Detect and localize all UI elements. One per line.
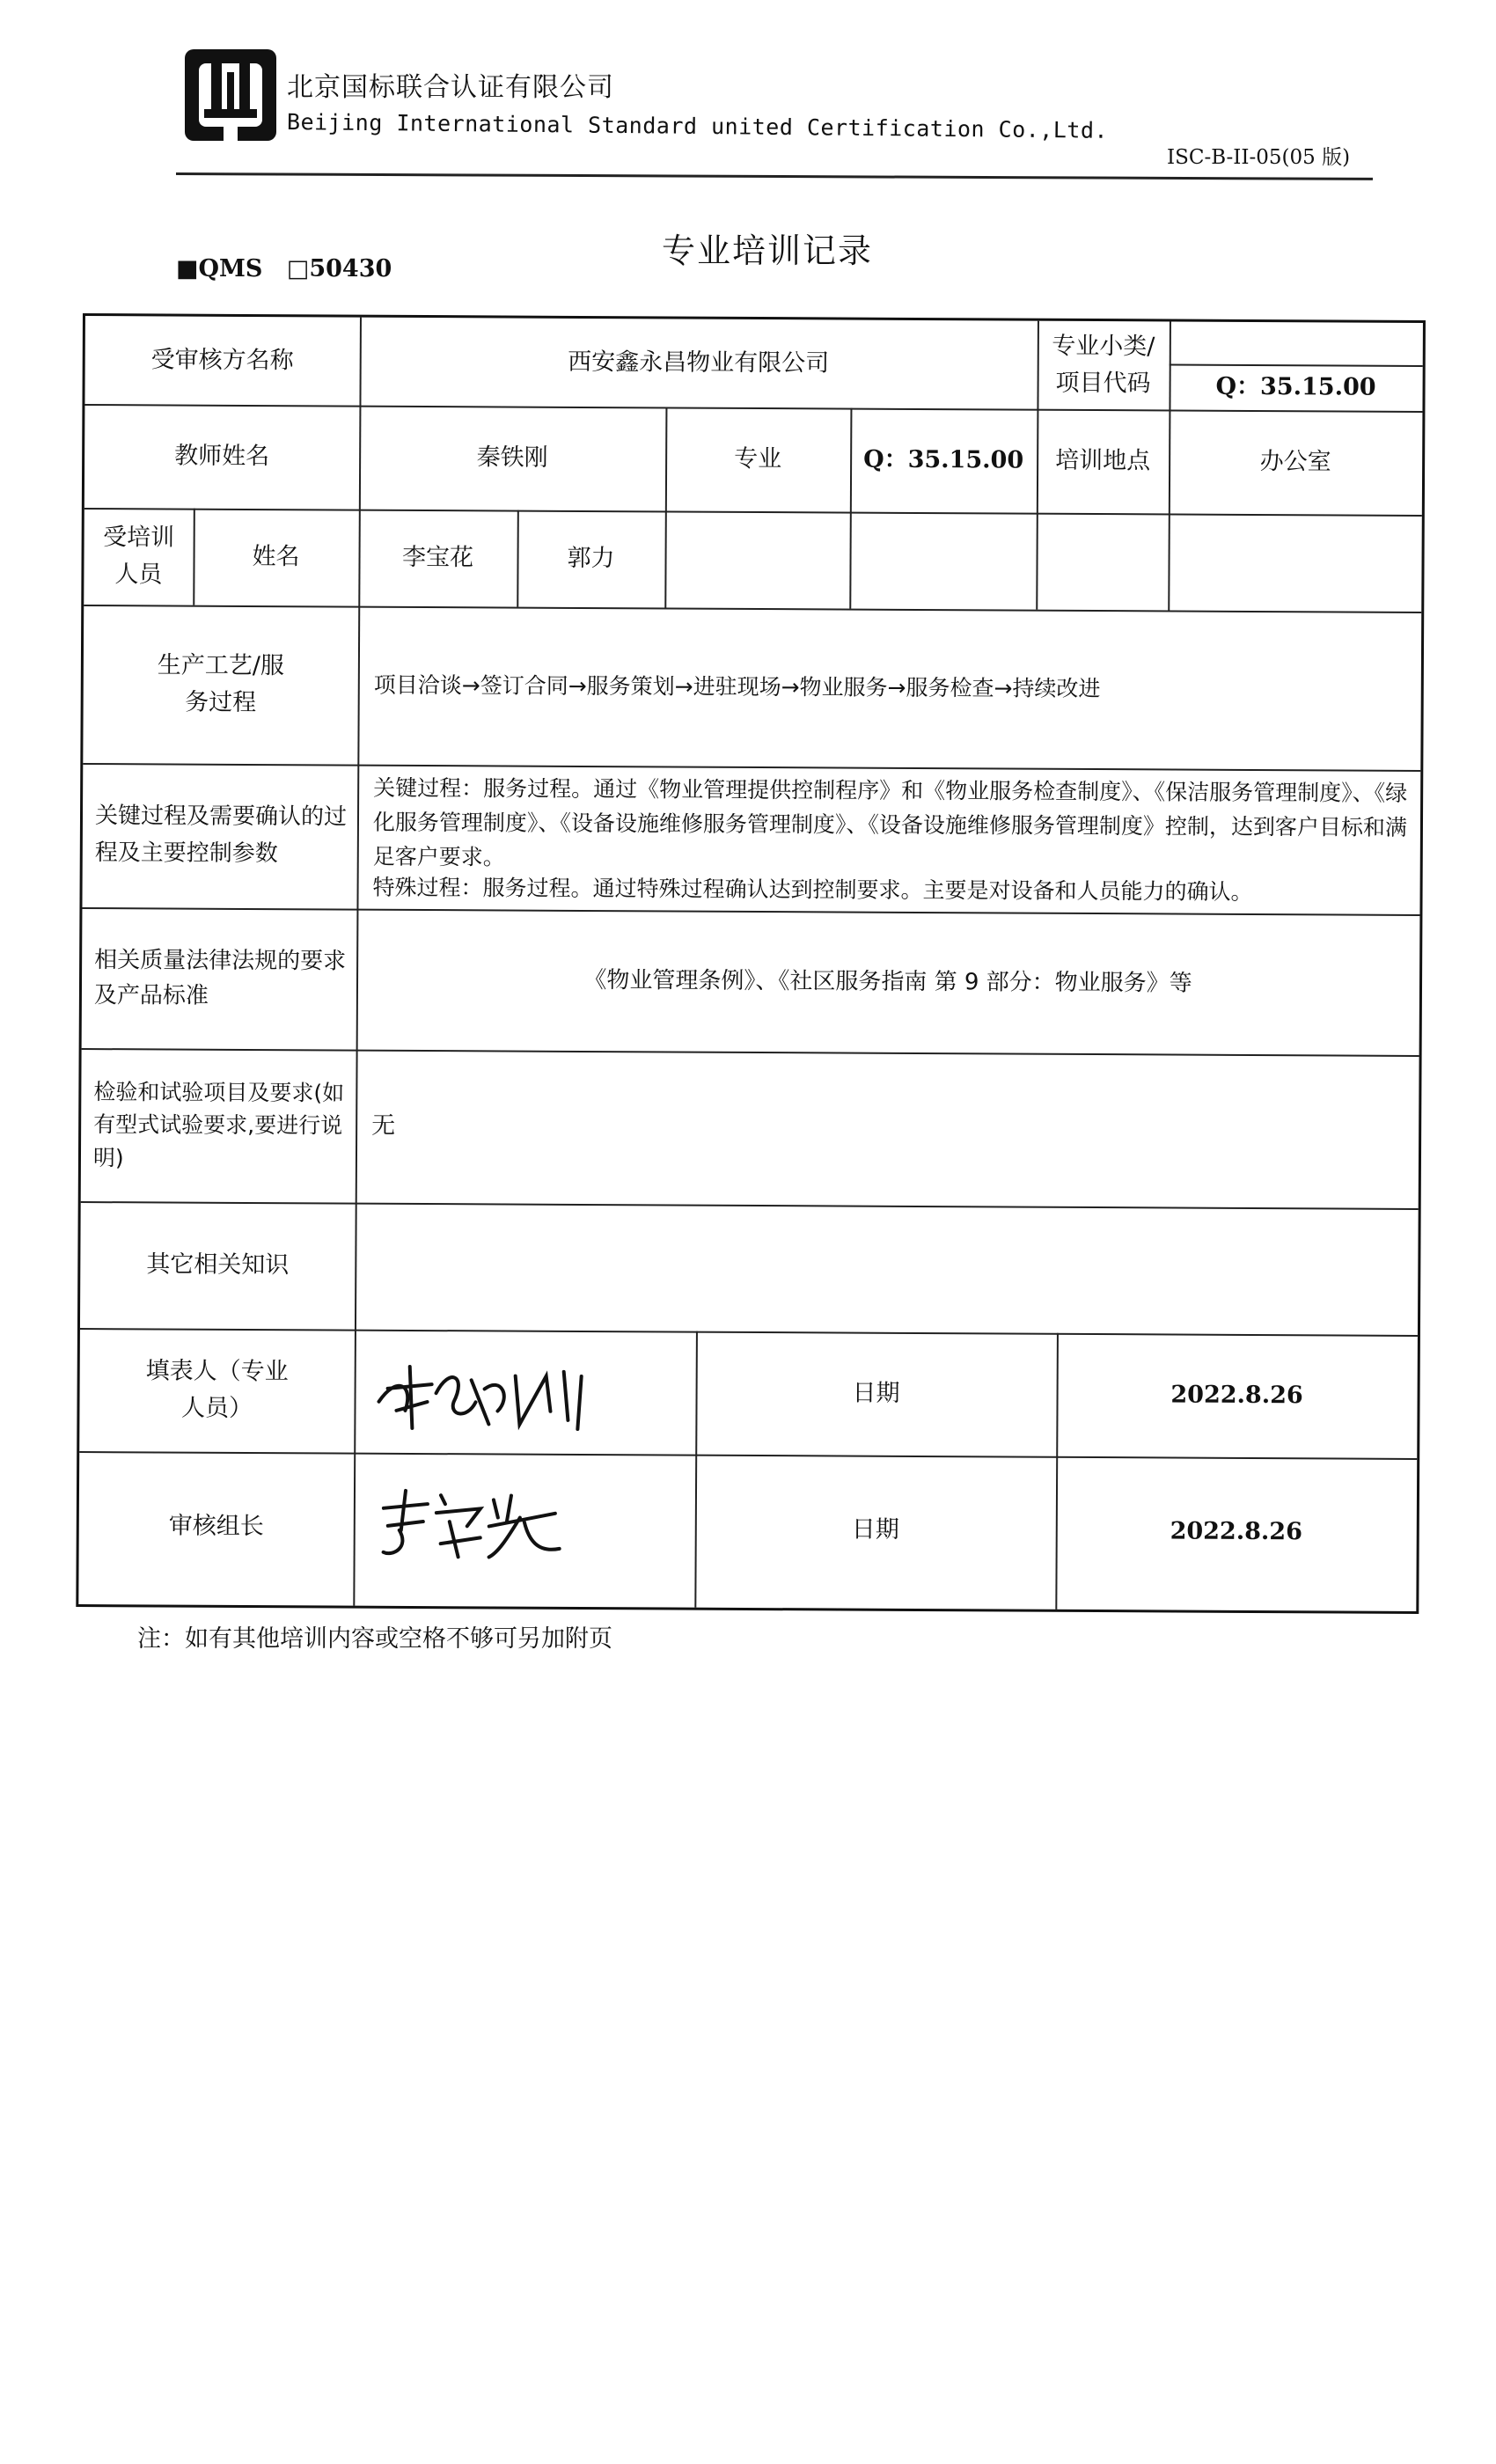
auditee-label: 受审核方名称: [150, 346, 294, 375]
trainee-name: 李宝花: [401, 543, 474, 572]
filler-date-value: 2022.8.26: [1170, 1381, 1303, 1410]
regulations-label: 相关质量法律法规的要求及产品标准: [93, 946, 347, 1009]
inspection-label: 检验和试验项目及要求(如有型式试验要求,要进行说明): [92, 1078, 345, 1171]
standard-checkboxes: [176, 255, 407, 282]
company-name-en: Beijing International Standard united Certification Co.,Ltd.: [286, 109, 1109, 143]
filler-signature-image: [370, 1349, 599, 1438]
subcategory-label: 专业小类/项目代码: [1052, 332, 1155, 398]
process-value: 项目洽谈→签订合同→服务策划→进驻现场→物业服务→服务检查→持续改进: [373, 671, 1101, 701]
leader-date-label: 日期: [851, 1515, 899, 1544]
major-label: 专业: [734, 444, 782, 473]
subcategory-value: Q：35.15.00: [1215, 372, 1376, 401]
other-knowledge-label: 其它相关知识: [146, 1250, 290, 1280]
trainees-label: 受培训人员: [103, 524, 175, 589]
teacher-value: 秦铁刚: [476, 444, 548, 472]
filler-label: 填表人（专业人员）: [145, 1357, 289, 1423]
process-label: 生产工艺/服务过程: [157, 651, 285, 717]
company-name-cn: 北京国标联合认证有限公司: [287, 72, 614, 103]
regulations-value: 《物业管理条例》、《社区服务指南 第 9 部分：物业服务》等: [583, 966, 1192, 997]
special-process-value: 特殊过程：服务过程。通过特殊过程确认达到控制要求。主要是对设备和人员能力的确认。: [372, 874, 1253, 905]
key-process-value: 关键过程：服务过程。通过《物业管理提供控制程序》和《物业服务检查制度》、《保洁服务管理制度》、《绿化服务管理制度》、《设备设施维修服务管理制度》、《设备设施维修服务管理制度》控制，达到客户目标和满足客户要求。: [372, 774, 1408, 870]
standard-50430-checkbox: □50430: [286, 255, 392, 282]
location-label: 培训地点: [1055, 446, 1151, 475]
filler-date-label: 日期: [852, 1379, 900, 1407]
trainee-name: 郭力: [567, 544, 615, 573]
leader-signature-image: [375, 1478, 569, 1566]
inspection-value: 无: [371, 1111, 396, 1140]
auditee-value: 西安鑫永昌物业有限公司: [568, 348, 830, 378]
major-value: Q：35.15.00: [863, 445, 1024, 474]
document-title: 专业培训记录: [662, 231, 874, 270]
header-divider: [176, 172, 1373, 180]
location-value: 办公室: [1259, 448, 1331, 476]
leader-date-value: 2022.8.26: [1170, 1517, 1303, 1546]
training-record-form: [76, 313, 1426, 1614]
key-process-label: 关键过程及需要确认的过程及主要控制参数: [94, 803, 348, 868]
company-logo-icon: [181, 46, 280, 144]
leader-label: 审核组长: [168, 1512, 264, 1541]
teacher-label: 教师姓名: [174, 442, 270, 471]
form-code: ISC-B-II-05(05 版): [1167, 146, 1351, 169]
qms-checkbox: ■QMS: [176, 255, 263, 282]
footnote: 注：如有其他培训内容或空格不够可另加附页: [137, 1625, 612, 1653]
trainee-name-label: 姓名: [252, 543, 300, 571]
